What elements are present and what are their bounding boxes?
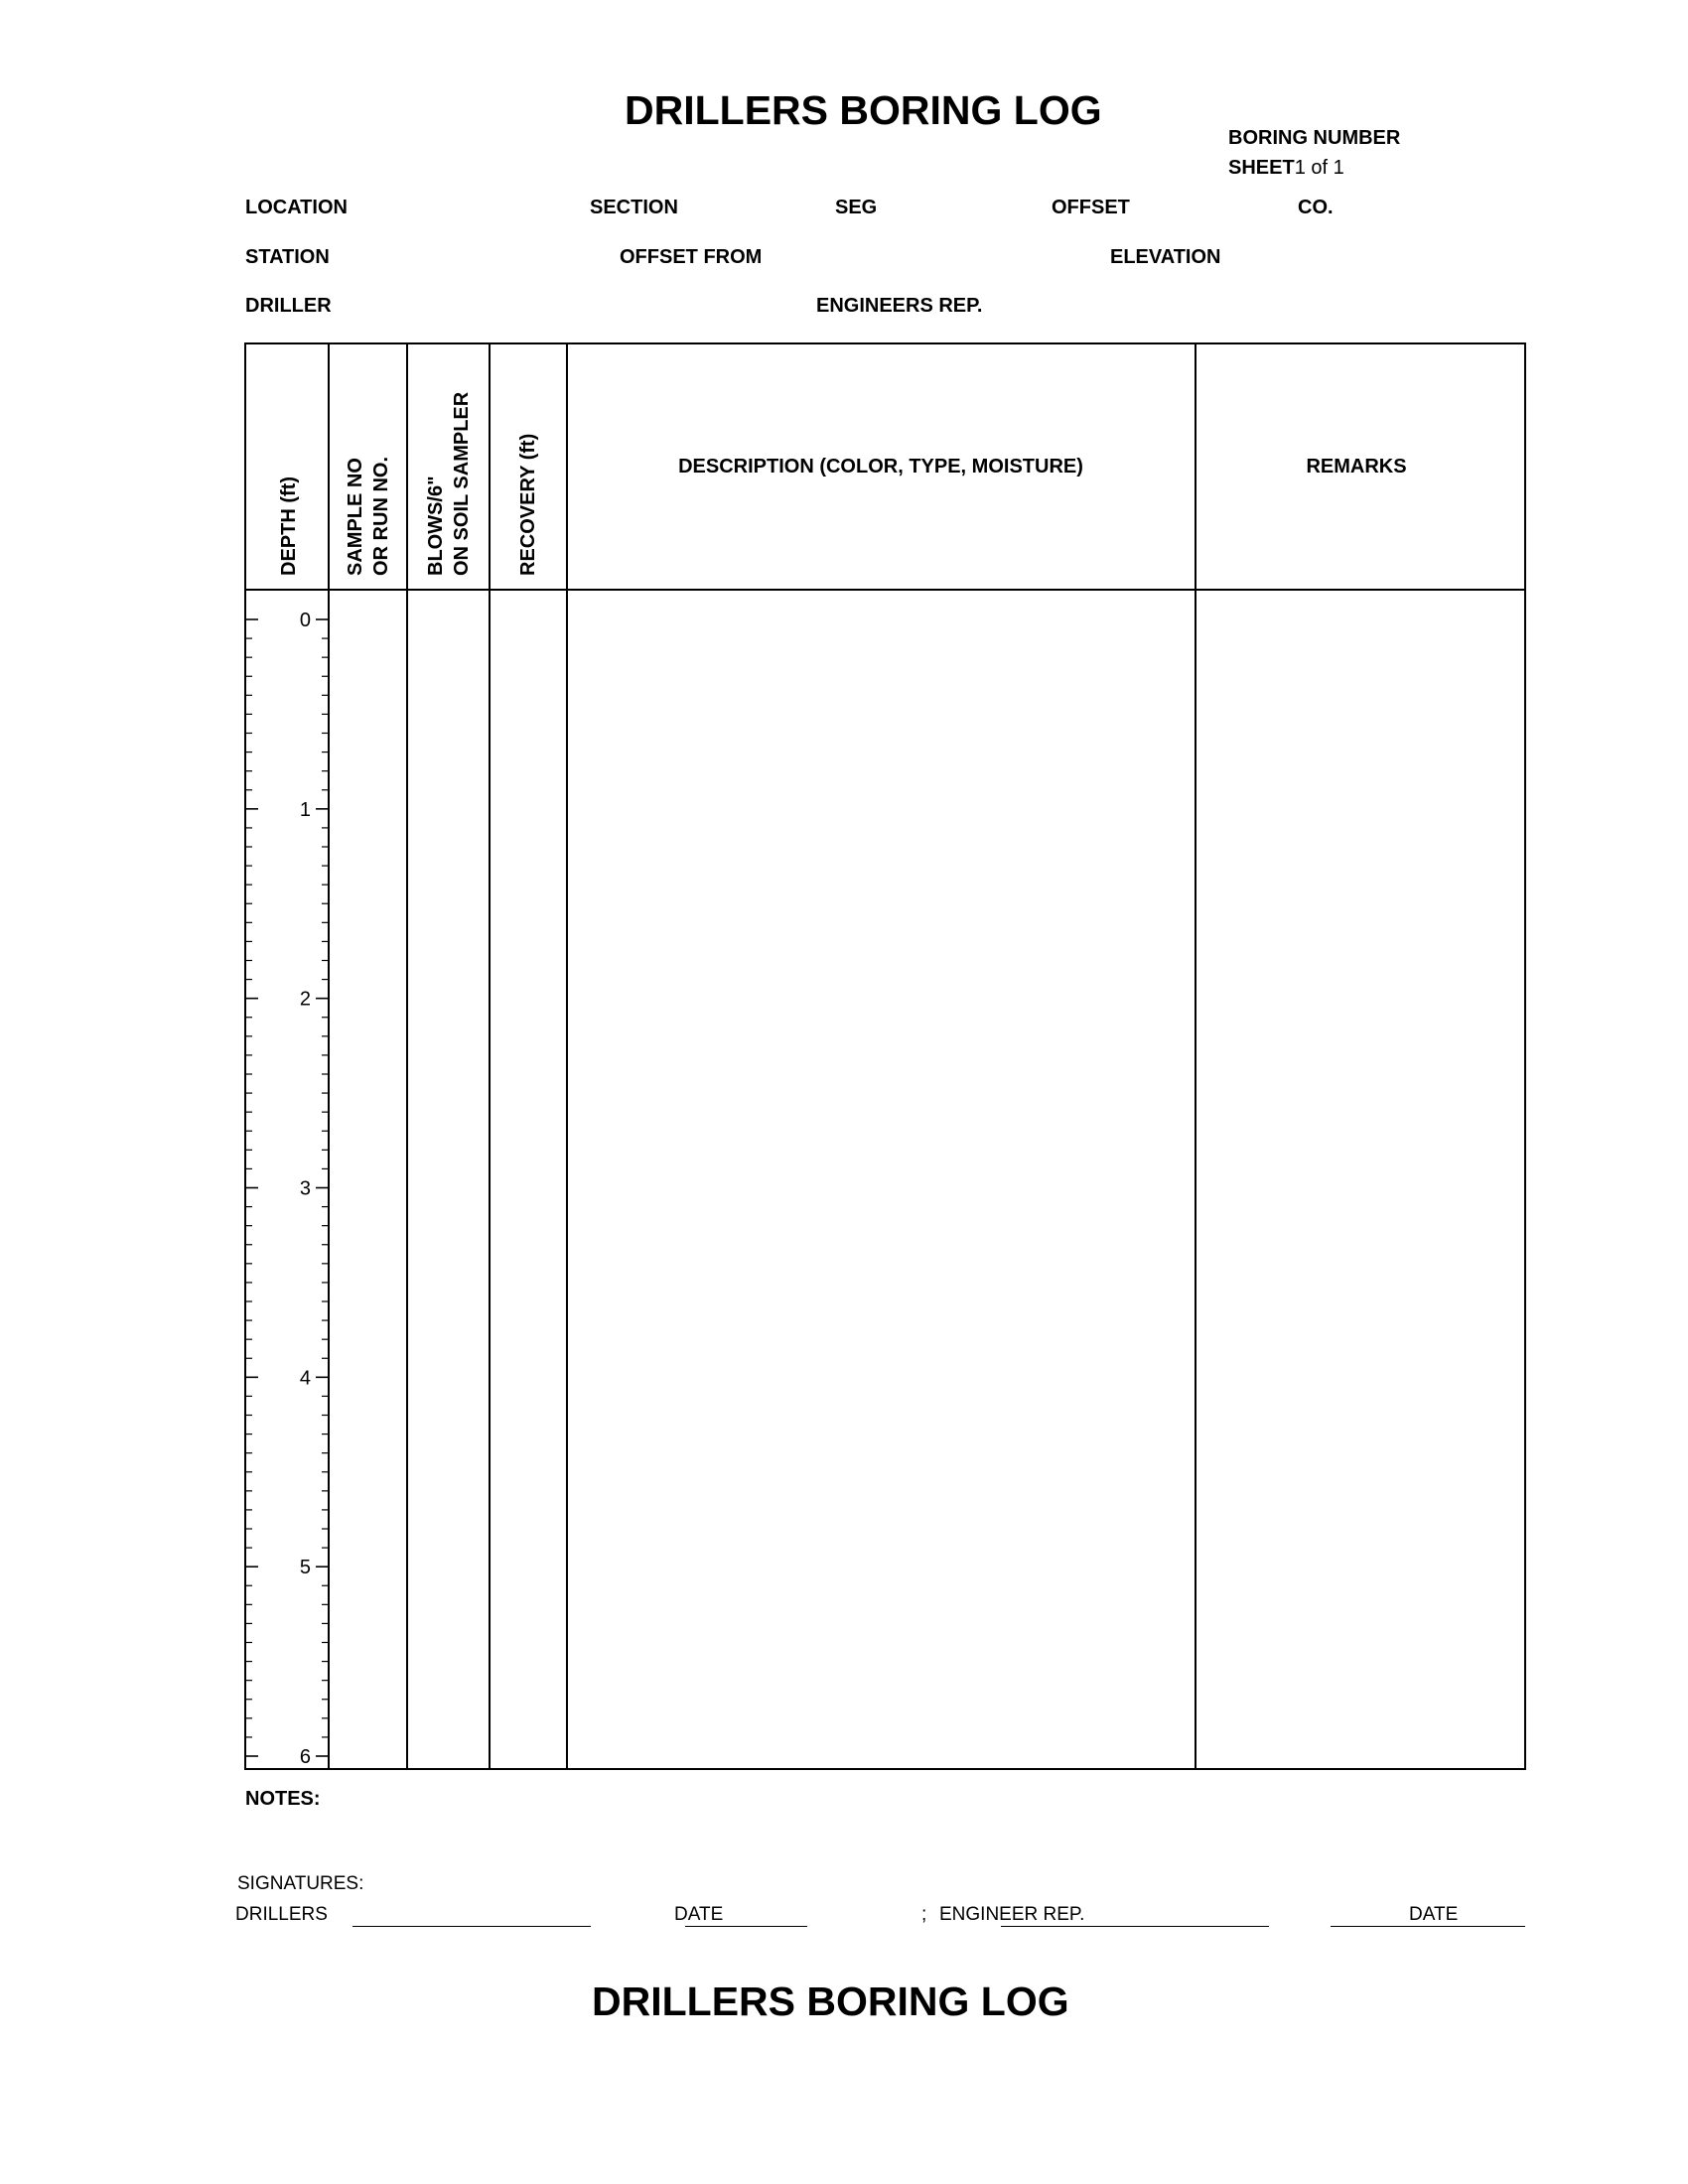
engineer-date-label: DATE <box>1409 1904 1459 1925</box>
engineer-rep-signature-label: ENGINEER REP. <box>939 1904 1085 1925</box>
col-header-recovery: RECOVERY (ft) <box>517 433 539 576</box>
offset-from-label: OFFSET FROM <box>620 246 763 268</box>
col-header-blows-line1: BLOWS/6" <box>425 476 447 576</box>
seg-label: SEG <box>835 197 878 218</box>
co-label: CO. <box>1298 197 1334 218</box>
location-label: LOCATION <box>245 197 348 218</box>
drillers-signature-label: DRILLERS <box>235 1904 328 1925</box>
depth-tick-label: 5 <box>299 1557 311 1579</box>
col-header-sample-line1: SAMPLE NO <box>345 458 366 576</box>
depth-tick-label: 3 <box>299 1177 311 1200</box>
depth-tick-label: 4 <box>299 1367 311 1390</box>
depth-tick-label: 1 <box>299 798 311 821</box>
sheet-label: SHEET <box>1228 157 1295 179</box>
engineer-date-line[interactable] <box>1331 1926 1525 1927</box>
section-label: SECTION <box>590 197 678 218</box>
drillers-date-label: DATE <box>674 1904 724 1925</box>
depth-scale <box>245 610 329 1768</box>
offset-label: OFFSET <box>1052 197 1130 218</box>
engineer-rep-signature-line[interactable] <box>1001 1926 1269 1927</box>
col-header-sample-line2: OR RUN NO. <box>370 457 392 576</box>
elevation-label: ELEVATION <box>1110 246 1221 268</box>
depth-tick-label: 0 <box>299 610 311 631</box>
col-header-blows-line2: ON SOIL SAMPLER <box>451 391 473 576</box>
drillers-signature-line[interactable] <box>352 1926 591 1927</box>
notes-label: NOTES: <box>245 1788 321 1810</box>
form-title: DRILLERS BORING LOG <box>625 87 1102 133</box>
footer-title: DRILLERS BORING LOG <box>592 1979 1069 2024</box>
depth-tick-label: 6 <box>299 1746 311 1768</box>
driller-label: DRILLER <box>245 295 332 317</box>
engineers-rep-label: ENGINEERS REP. <box>816 295 983 317</box>
signature-separator: ; <box>921 1904 927 1925</box>
signatures-label: SIGNATURES: <box>237 1873 364 1894</box>
sheet-value: 1 of 1 <box>1294 157 1344 179</box>
col-header-description: DESCRIPTION (COLOR, TYPE, MOISTURE) <box>678 456 1083 478</box>
depth-tick-label: 2 <box>299 988 311 1011</box>
drillers-date-line[interactable] <box>685 1926 807 1927</box>
boring-number-label: BORING NUMBER <box>1228 127 1401 149</box>
col-header-depth: DEPTH (ft) <box>278 477 300 576</box>
station-label: STATION <box>245 246 330 268</box>
col-header-remarks: REMARKS <box>1306 456 1407 478</box>
